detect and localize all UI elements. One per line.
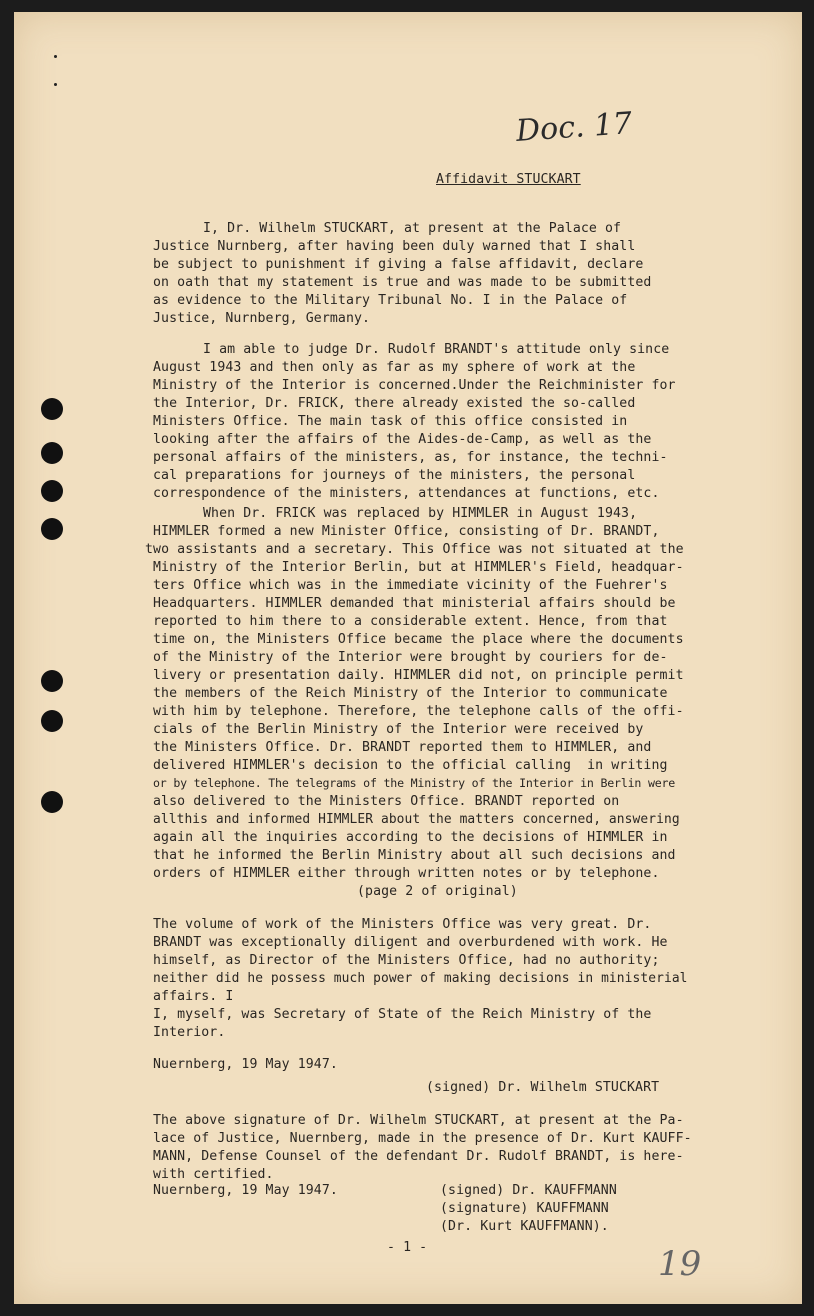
text-line: cials of the Berlin Ministry of the Interior were received by <box>153 722 644 737</box>
text-line: the Ministers Office. Dr. BRANDT reported them to HIMMLER, and <box>153 740 652 755</box>
text-line: be subject to punishment if giving a false affidavit, declare <box>153 257 644 272</box>
certification-signed: (Dr. Kurt KAUFFMANN). <box>440 1219 609 1234</box>
text-line: I am able to judge Dr. Rudolf BRANDT's attitude only since <box>203 342 670 357</box>
text-line: two assistants and a secretary. This Office was not situated at the <box>145 542 684 557</box>
text-line: allthis and informed HIMMLER about the matters concerned, answering <box>153 812 680 827</box>
page-marker: (page 2 of original) <box>357 884 518 899</box>
certification-signed: (signed) Dr. KAUFFMANN <box>440 1183 617 1198</box>
margin-dot <box>54 55 57 58</box>
text-line: Justice Nurnberg, after having been duly warned that I shall <box>153 239 636 254</box>
text-line: orders of HIMMLER either through written notes or by telephone. <box>153 866 660 881</box>
certification-signed: (signature) KAUFFMANN <box>440 1201 609 1216</box>
text-line-overtyped: or by telephone. The telegrams of the Ministry of the Interior in Berlin were <box>153 776 676 790</box>
text-line: August 1943 and then only as far as my sphere of work at the <box>153 360 636 375</box>
text-line: The volume of work of the Ministers Office was very great. Dr. <box>153 917 652 932</box>
certification-line: with certified. <box>153 1167 274 1182</box>
text-line: HIMMLER formed a new Minister Office, consisting of Dr. BRANDT, <box>153 524 660 539</box>
text-line: Justice, Nurnberg, Germany. <box>153 311 371 326</box>
certification-line: The above signature of Dr. Wilhelm STUCKART, at present at the Pa- <box>153 1113 684 1128</box>
text-line: Headquarters. HIMMLER demanded that ministerial affairs should be <box>153 596 676 611</box>
text-line: I, Dr. Wilhelm STUCKART, at present at the Palace of <box>203 221 622 236</box>
text-line: of the Ministry of the Interior were brought by couriers for de- <box>153 650 668 665</box>
text-line: himself, as Director of the Ministers Office, had no authority; <box>153 953 660 968</box>
text-line: I, myself, was Secretary of State of the Reich Ministry of the <box>153 1007 652 1022</box>
punch-hole <box>41 480 63 502</box>
text-line: the members of the Reich Ministry of the Interior to communicate <box>153 686 668 701</box>
text-line: neither did he possess much power of making decisions in ministerial <box>153 971 688 986</box>
certification-date: Nuernberg, 19 May 1947. <box>153 1183 338 1198</box>
punch-hole <box>41 710 63 732</box>
punch-hole <box>41 398 63 420</box>
signature-signed: (signed) Dr. Wilhelm STUCKART <box>426 1080 660 1095</box>
document-page <box>14 12 802 1304</box>
text-line: BRANDT was exceptionally diligent and overburdened with work. He <box>153 935 668 950</box>
text-line: on oath that my statement is true and was made to be submitted <box>153 275 652 290</box>
punch-hole <box>41 670 63 692</box>
certification-line: lace of Justice, Nuernberg, made in the presence of Dr. Kurt KAUFF- <box>153 1131 692 1146</box>
text-line: looking after the affairs of the Aides-de-Camp, as well as the <box>153 432 652 447</box>
text-line: reported to him there to a considerable extent. Hence, from that <box>153 614 668 629</box>
text-line: Ministry of the Interior is concerned.Under the Reichminister for <box>153 378 676 393</box>
text-line: as evidence to the Military Tribunal No. I in the Palace of <box>153 293 628 308</box>
margin-dot <box>54 83 57 86</box>
text-line: again all the inquiries according to the decisions of HIMMLER in <box>153 830 668 845</box>
text-line: delivered HIMMLER's decision to the official calling in writing <box>153 758 668 773</box>
text-line: the Interior, Dr. FRICK, there already existed the so-called <box>153 396 636 411</box>
document-title: Affidavit STUCKART <box>436 172 581 187</box>
text-line: Ministry of the Interior Berlin, but at HIMMLER's Field, headquar- <box>153 560 684 575</box>
signature-date: Nuernberg, 19 May 1947. <box>153 1057 338 1072</box>
text-line: affairs. I <box>153 989 234 1004</box>
text-line: also delivered to the Ministers Office. BRANDT reported on <box>153 794 620 809</box>
text-line: cal preparations for journeys of the ministers, the personal <box>153 468 636 483</box>
page-number: - 1 - <box>387 1240 428 1255</box>
handwritten-doc-number: Doc. 17 <box>514 105 634 150</box>
text-line: time on, the Ministers Office became the place where the documents <box>153 632 684 647</box>
text-line: ters Office which was in the immediate vicinity of the Fuehrer's <box>153 578 668 593</box>
text-line: correspondence of the ministers, attendances at functions, etc. <box>153 486 660 501</box>
punch-hole <box>41 442 63 464</box>
text-line: Ministers Office. The main task of this office consisted in <box>153 414 628 429</box>
text-line: When Dr. FRICK was replaced by HIMMLER in August 1943, <box>203 506 638 521</box>
text-line: with him by telephone. Therefore, the telephone calls of the offi- <box>153 704 684 719</box>
punch-hole <box>41 518 63 540</box>
text-line: personal affairs of the ministers, as, for instance, the techni- <box>153 450 668 465</box>
handwritten-folio: 19 <box>658 1244 702 1284</box>
text-line: livery or presentation daily. HIMMLER did not, on principle permit <box>153 668 684 683</box>
text-line: that he informed the Berlin Ministry about all such decisions and <box>153 848 676 863</box>
certification-line: MANN, Defense Counsel of the defendant Dr. Rudolf BRANDT, is here- <box>153 1149 684 1164</box>
punch-hole <box>41 791 63 813</box>
text-line: Interior. <box>153 1025 226 1040</box>
